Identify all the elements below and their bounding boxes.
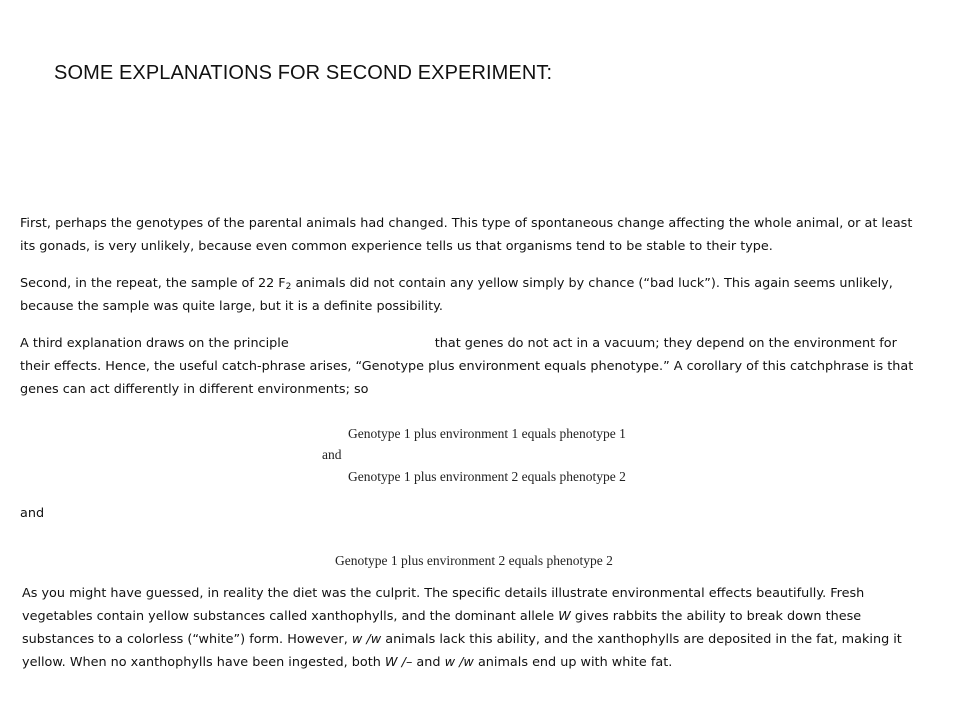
paragraph-second-explanation (20, 272, 930, 318)
genotype-W-dash: W /– (384, 655, 413, 670)
equation-and: and (322, 447, 342, 462)
third-text-part-1: A third explanation draws on the principle (20, 336, 289, 351)
final-text-part-2: gives rabbits the ability to break down these substances to a colorless (“white”) form. However, (22, 609, 862, 647)
paragraph-third-explanation (20, 332, 930, 401)
paragraph-diet-explanation (22, 582, 932, 674)
genotype-ww-1: w /w (351, 632, 382, 647)
slide-title: SOME EXPLANATIONS FOR SECOND EXPERIMENT: (54, 62, 553, 84)
second-text-part-2: animals did not contain any yellow simply by chance (“bad luck”). This again seems unlikely, because the sample was quite large, but it is a definite possibility. (20, 276, 893, 314)
equation-1: Genotype 1 plus environment 1 equals phenotype 1 (348, 426, 626, 441)
paragraph-first-explanation: First, perhaps the genotypes of the parental animals had changed. This type of spontaneous change affecting the whole animal, or at least its gonads, is very unlikely, because even common experience tells us that organisms tend to be stable to their type. (20, 216, 913, 254)
f2-subscript: 2 (285, 282, 292, 292)
final-text-part-5: animals end up with white fat. (473, 655, 673, 670)
final-text-part-4: and (412, 655, 445, 670)
and-text: and (20, 506, 45, 521)
genotype-ww-2: w /w (444, 655, 474, 670)
final-text-part-3: animals lack this ability, and the xanthophylls are deposited in the fat, making it yellow. When no xanthophylls have been ingested, both (22, 632, 902, 670)
final-text-part-1: As you might have guessed, in reality the diet was the culprit. The specific details illustrate environmental effects beautifully. Fresh vegetables contain yellow substances called xanthophylls, and the dominant allele (22, 586, 865, 624)
third-text-part-2: that genes do not act in a vacuum; they depend on the environment for their effects. Hence, the useful catch-phrase arises, “Genotype plus environment equals phenotype.” A corollary of this catchphrase is that genes can act differently in different environments; so (20, 336, 914, 397)
equation-3: Genotype 1 plus environment 2 equals phenotype 2 (335, 553, 613, 568)
second-text-part-1: Second, in the repeat, the sample of 22 F (20, 276, 286, 291)
allele-W: W (558, 609, 571, 624)
equation-2: Genotype 1 plus environment 2 equals phenotype 2 (348, 469, 626, 484)
